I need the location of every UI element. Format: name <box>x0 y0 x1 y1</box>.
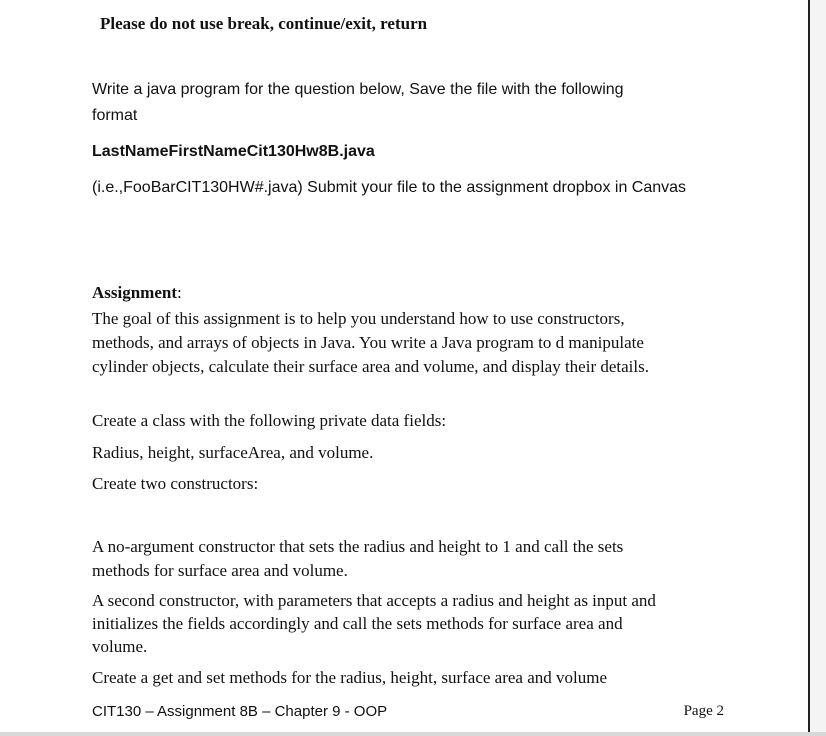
footer-page-number: Page 2 <box>683 703 724 719</box>
second-ctor-line-3: volume. <box>92 637 148 656</box>
instruction-line-2: format <box>92 107 138 124</box>
goal-line-3: cylinder objects, calculate their surface area and volume, and display their details. <box>92 357 649 376</box>
fields-list: Radius, height, surfaceArea, and volume. <box>92 443 374 462</box>
assignment-heading-colon: : <box>177 283 182 302</box>
class-instruction: Create a class with the following private data fields: <box>92 411 447 430</box>
instruction-line-1: Write a java program for the question below, Save the file with the following <box>92 81 624 98</box>
window-right-border <box>808 0 826 736</box>
footer-course-label: CIT130 – Assignment 8B – Chapter 9 - OOP <box>92 703 388 720</box>
goal-line-1: The goal of this assignment is to help you understand how to use constructors, <box>92 309 625 328</box>
warning-heading: Please do not use break, continue/exit, return <box>100 14 428 33</box>
constructors-instruction: Create two constructors: <box>92 474 259 493</box>
filename-example: (i.e.,FooBarCIT130HW#.java) Submit your file to the assignment dropbox in Canvas <box>92 179 687 196</box>
goal-line-2: methods, and arrays of objects in Java. You write a Java program to d manipulate <box>92 333 644 352</box>
noarg-line-2: methods for surface area and volume. <box>92 561 348 580</box>
assignment-heading <box>92 283 182 303</box>
window-bottom-border <box>0 732 826 736</box>
assignment-heading-label: Assignment <box>92 283 178 302</box>
second-ctor-line-2: initializes the fields accordingly and call the sets methods for surface area and <box>92 614 623 633</box>
second-ctor-line-1: A second constructor, with parameters that accepts a radius and height as input and <box>92 591 656 610</box>
getset-instruction: Create a get and set methods for the radius, height, surface area and volume <box>92 668 607 687</box>
filename-format: LastNameFirstNameCit130Hw8B.java <box>92 143 375 160</box>
noarg-line-1: A no-argument constructor that sets the radius and height to 1 and call the sets <box>92 537 624 556</box>
